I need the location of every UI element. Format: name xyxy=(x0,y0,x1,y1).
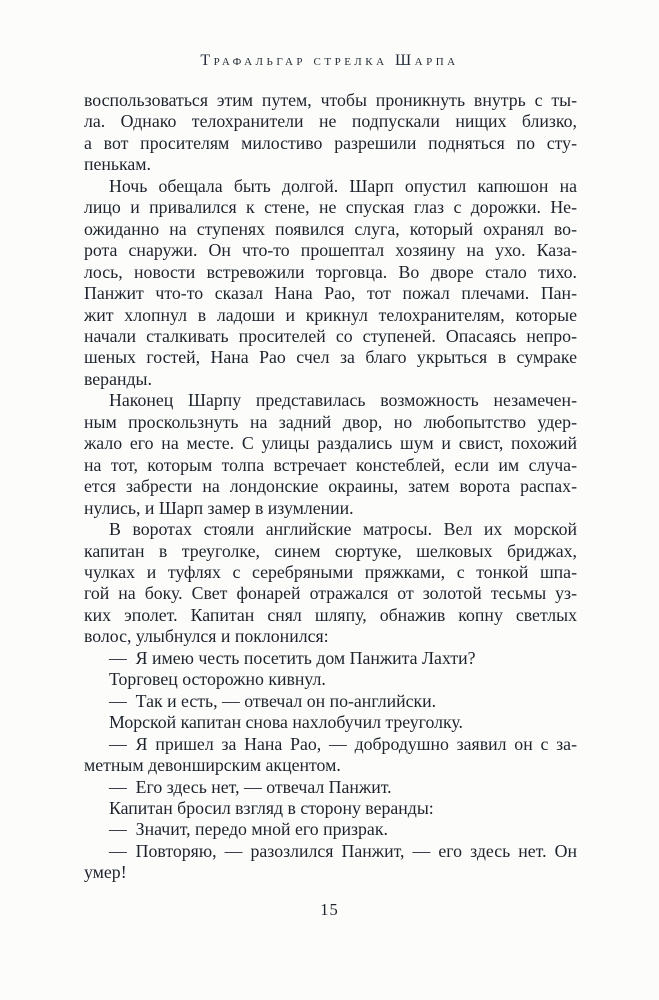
text-line: гой на боку. Свет фонарей отражался от золотой тесьмы уз- xyxy=(84,583,577,604)
paragraph xyxy=(84,669,577,690)
paragraph-dialogue xyxy=(84,691,577,712)
text-line: В воротах стояли английские матросы. Вел их морской xyxy=(109,519,577,540)
running-head: Трафальгар стрелка Шарпа xyxy=(200,52,459,69)
text-line: Морской капитан снова нахлобучил треуголку. xyxy=(109,712,463,733)
text-line: пенькам. xyxy=(84,154,151,175)
paragraph xyxy=(84,798,577,819)
text-line: нулись, и Шарп замер в изумлении. xyxy=(84,497,354,518)
text-line: ла. Однако телохранители не подпускали нищих близко, xyxy=(84,111,577,132)
paragraph-dialogue xyxy=(84,734,577,777)
paragraph-dialogue xyxy=(84,648,577,669)
text-line: жало его на месте. С улицы раздались шум и свист, похожий xyxy=(84,433,577,454)
text-line: ным проскользнуть на задний двор, но любопытство удер- xyxy=(84,411,577,432)
text-line: веранды. xyxy=(84,368,152,389)
text-line: умер! xyxy=(84,862,127,883)
paragraph xyxy=(84,519,577,648)
text-line: лось, новости встревожили торговца. Во дворе стало тихо. xyxy=(84,261,577,282)
body-text xyxy=(84,90,577,884)
text-line: воспользоваться этим путем, чтобы проникнуть внутрь с ты- xyxy=(84,90,577,110)
text-line: — Значит, передо мной его призрак. xyxy=(109,819,388,840)
text-line: жит хлопнул в ладоши и крикнул телохранителям, которые xyxy=(84,304,577,325)
text-line: — Я имею честь посетить дом Панжита Лахти? xyxy=(109,647,476,668)
text-line: лицо и привалился к стене, не спуская глаз с дорожки. Не- xyxy=(84,197,577,218)
text-line: Торговец осторожно кивнул. xyxy=(109,669,326,690)
text-line: шеных гостей, Нана Рао счел за благо укрыться в сумраке xyxy=(84,347,577,368)
text-line: — Так и есть, — отвечал он по-английски. xyxy=(109,690,437,711)
paragraph-dialogue xyxy=(84,819,577,840)
paragraph xyxy=(84,90,577,176)
text-line: — Я пришел за Нана Рао, — добродушно заявил он с за- xyxy=(109,733,577,754)
paragraph-dialogue xyxy=(84,841,577,884)
text-line: а вот просителям милостиво разрешили подняться по сту- xyxy=(84,132,577,153)
text-line: Капитан бросил взгляд в сторону веранды: xyxy=(109,797,434,818)
text-line: Наконец Шарпу представилась возможность незамечен- xyxy=(109,390,577,411)
paragraph xyxy=(84,390,577,519)
paragraph xyxy=(84,712,577,733)
text-line: Ночь обещала быть долгой. Шарп опустил капюшон на xyxy=(109,175,577,196)
text-line: Панжит что-то сказал Нана Рао, тот пожал плечами. Пан- xyxy=(84,283,577,304)
text-line: метным девонширским акцентом. xyxy=(84,755,341,776)
text-line: начали сталкивать просителей со ступеней. Опасаясь непро- xyxy=(84,325,577,346)
paragraph-dialogue xyxy=(84,777,577,798)
text-line: ется забрести на лондонские окраины, затем ворота распах- xyxy=(84,476,577,497)
text-line: — Его здесь нет, — отвечал Панжит. xyxy=(109,776,392,797)
text-line: ких эполет. Капитан снял шляпу, обнажив копну светлых xyxy=(84,604,577,625)
text-line: рота снаружи. Он что-то прошептал хозяину на ухо. Каза- xyxy=(84,240,577,261)
text-line: капитан в треуголке, синем сюртуке, шелковых бриджах, xyxy=(84,540,577,561)
text-line: чулках и туфлях с серебряными пряжками, с тонкой шпа- xyxy=(84,561,577,582)
paragraph xyxy=(84,176,577,391)
text-line: ожиданно на ступенях появился слуга, который охранял во- xyxy=(84,218,577,239)
page-number: 15 xyxy=(320,899,339,919)
text-line: волос, улыбнулся и поклонился: xyxy=(84,626,329,647)
text-line: на тот, которым толпа встречает констеблей, если им случа- xyxy=(84,454,577,475)
text-line: — Повторяю, — разозлился Панжит, — его здесь нет. Он xyxy=(109,840,577,861)
